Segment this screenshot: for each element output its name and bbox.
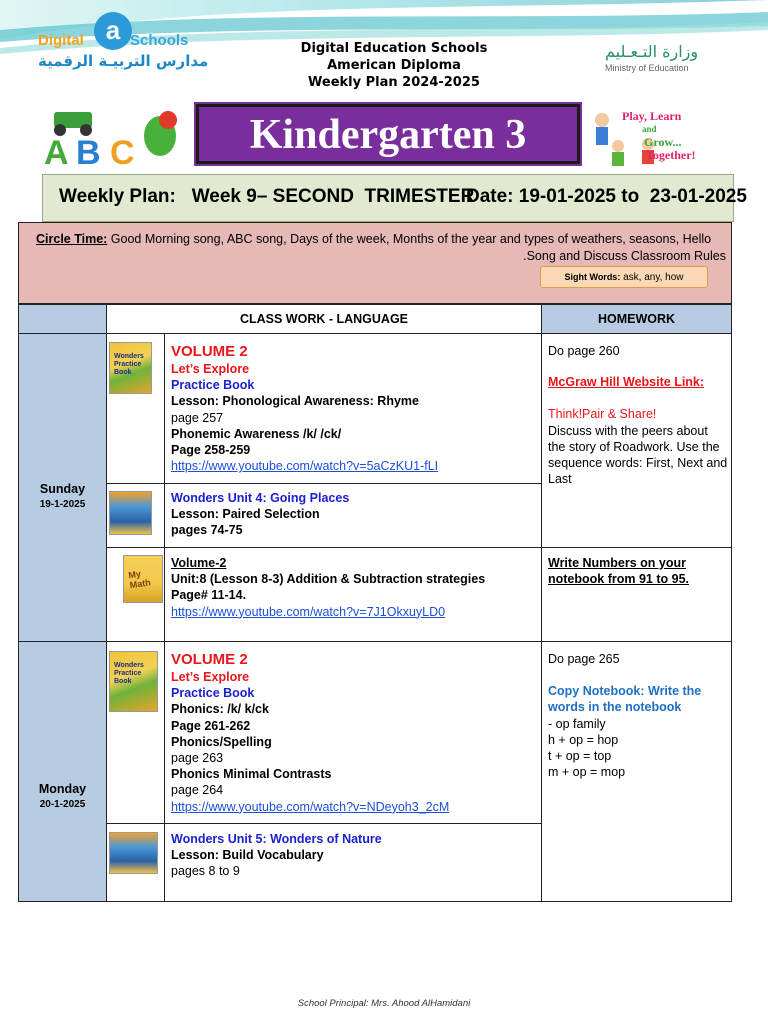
abc-dinosaur-illustration (40, 108, 188, 168)
homework-line: Discuss with the peers about the story of Roadwork. Use the sequence words: First, Next and Last (548, 423, 728, 487)
book-cover-title: Wonders Practice Book (114, 353, 144, 376)
sunday-lesson-1 (171, 343, 537, 474)
homework-cell (541, 547, 732, 642)
slogan-line-2: and (642, 124, 657, 134)
lesson-line: Lesson: Build Vocabulary (171, 848, 324, 863)
lesson-cell (164, 483, 542, 548)
youtube-link[interactable]: https://www.youtube.com/watch?v=7J1OkxuyLD0 (171, 604, 446, 619)
volume-label: VOLUME 2 (171, 651, 248, 668)
wonders-unit-title: Wonders Unit 5: Wonders of Nature (171, 832, 382, 846)
week-title: Weekly Plan: Week 9– SECOND TRIMESTER (59, 186, 475, 207)
circle-time-line-1 (36, 231, 726, 248)
math-book-cover (123, 555, 163, 603)
practice-book-label: Practice Book (171, 686, 255, 701)
slogan-line-3: Grow... (644, 135, 682, 149)
wonders-unit-book-cover (109, 491, 152, 535)
homework-cell (541, 333, 732, 548)
circle-time-section (18, 222, 732, 304)
slogan-line-4: Together! (646, 148, 696, 162)
school-name: Digital Education Schools (300, 41, 488, 56)
abc-letter-a: A (44, 134, 69, 168)
lesson-line: Phonics Minimal Contrasts (171, 767, 332, 782)
lesson-line: pages 8 to 9 (171, 864, 240, 879)
ministry-english: Ministry of Education (605, 63, 689, 73)
table-header-blank (18, 304, 107, 334)
mcgraw-hill-link[interactable]: McGraw Hill Website Link: (548, 375, 705, 390)
lesson-line: Page 258-259 (171, 443, 251, 458)
principal-footer: School Principal: Mrs. Ahood AlHamidani (297, 998, 471, 1009)
ministry-arabic: وزارة التـعـليم (605, 42, 699, 61)
day-name-sunday: Sunday (39, 482, 86, 496)
abc-letter-c: C (110, 134, 135, 168)
book-cell (106, 333, 165, 484)
monday-lesson-1 (171, 651, 537, 815)
book-cell (106, 483, 165, 548)
homework-line: Do page 265 (548, 652, 620, 666)
circle-time-line-2: .Song and Discuss Classroom Rules (523, 249, 726, 263)
play-learn-slogan (622, 110, 696, 162)
practice-book-cover (109, 342, 152, 394)
sight-words-list: ask, any, how (620, 272, 684, 283)
logo-a-icon: a (94, 12, 132, 50)
header-classwork: CLASS WORK - LANGUAGE (106, 304, 542, 334)
word-family-line: t + op = top (548, 749, 612, 764)
lesson-line: Lesson: Paired Selection (171, 507, 320, 522)
math-page-line: Page# 11-14. (171, 588, 247, 603)
math-book-title: My Math (127, 568, 152, 591)
book-cell (106, 641, 165, 824)
lesson-line: pages 74-75 (171, 523, 243, 538)
play-learn-grow-illustration (588, 106, 723, 168)
abc-letter-b: B (76, 134, 101, 168)
circle-time-label: Circle Time: (36, 232, 108, 246)
math-homework: Write Numbers on your notebook from 91 to 95. (548, 556, 689, 587)
volume-label: VOLUME 2 (171, 343, 248, 360)
homework-line: Do page 260 (548, 344, 620, 358)
lesson-line: Page 261-262 (171, 718, 251, 733)
practice-book-label: Practice Book (171, 378, 255, 393)
day-date-sunday: 19-1-2025 (39, 499, 86, 510)
book-cover-title: Wonders Practice Book (114, 662, 144, 685)
lesson-line: Lesson: Phonological Awareness: Rhyme (171, 394, 419, 409)
circle-time-text (36, 231, 726, 265)
day-date-monday: 20-1-2025 (39, 799, 86, 810)
math-unit-line: Unit:8 (Lesson 8-3) Addition & Subtraction strategies (171, 572, 486, 587)
book-cell (106, 823, 165, 902)
practice-book-cover (109, 651, 158, 712)
wonders-unit-title: Wonders Unit 4: Going Places (171, 491, 350, 505)
header-homework: HOMEWORK (541, 304, 732, 334)
diploma-name: American Diploma (327, 58, 461, 73)
wonders-unit-book-cover (109, 832, 158, 874)
copy-notebook-instruction: Copy Notebook: Write the words in the notebook (548, 684, 702, 715)
lesson-line: Phonemic Awareness /k/ /ck/ (171, 426, 342, 441)
weekly-plan-bar (42, 174, 747, 222)
lesson-cell (164, 333, 542, 484)
lesson-line: page 264 (171, 783, 224, 798)
week-date-range: Date: 19-01-2025 to 23-01-2025 (466, 186, 747, 207)
youtube-link[interactable]: https://www.youtube.com/watch?v=5aCzKU1-fLI (171, 459, 439, 474)
monday-homework (548, 651, 728, 780)
day-name-monday: Monday (38, 782, 87, 796)
lets-explore-label: Let’s Explore (171, 670, 250, 684)
word-family-line: - op family (548, 716, 606, 731)
book-cell (106, 547, 165, 642)
slogan-line-1: Play, Learn (622, 109, 682, 123)
sight-words-label: Sight Words: (564, 272, 621, 282)
logo-schools: Schools (130, 32, 189, 49)
lesson-cell (164, 547, 542, 642)
lesson-line: Phonics: /k/ k/ck (171, 702, 269, 717)
lesson-line: page 263 (171, 751, 224, 766)
homework-cell (541, 641, 732, 902)
circle-time-activities: Good Morning song, ABC song, Days of the week, Months of the year and types of weathers, seasons, Hello (107, 232, 712, 246)
lesson-line: Phonics/Spelling (171, 734, 272, 749)
lesson-cell (164, 823, 542, 902)
word-family-line: m + op = mop (548, 765, 626, 780)
logo-arabic-text: مدارس التربيـة الرقمية (38, 52, 209, 70)
word-family-line: h + op = hop (548, 732, 619, 747)
grade-banner: Kindergarten 3 (196, 104, 580, 164)
sight-words-box (540, 266, 708, 288)
plan-year: Weekly Plan 2024-2025 (308, 75, 480, 90)
youtube-link[interactable]: https://www.youtube.com/watch?v=NDeyoh3_2cM (171, 799, 450, 814)
lesson-cell (164, 641, 542, 824)
math-volume-label: Volume-2 (171, 556, 227, 570)
sunday-lesson-2 (171, 490, 537, 539)
day-cell-monday (18, 641, 107, 902)
sunday-homework (548, 343, 728, 487)
ministry-logo (605, 42, 715, 82)
monday-lesson-2 (171, 831, 537, 880)
lesson-line: page 257 (171, 410, 224, 425)
logo-digital: Digital (38, 32, 84, 49)
think-pair-share: Think!Pair & Share! (548, 407, 657, 422)
day-cell-sunday (18, 333, 107, 642)
sunday-lesson-3 (171, 555, 537, 620)
lets-explore-label: Let’s Explore (171, 362, 250, 376)
